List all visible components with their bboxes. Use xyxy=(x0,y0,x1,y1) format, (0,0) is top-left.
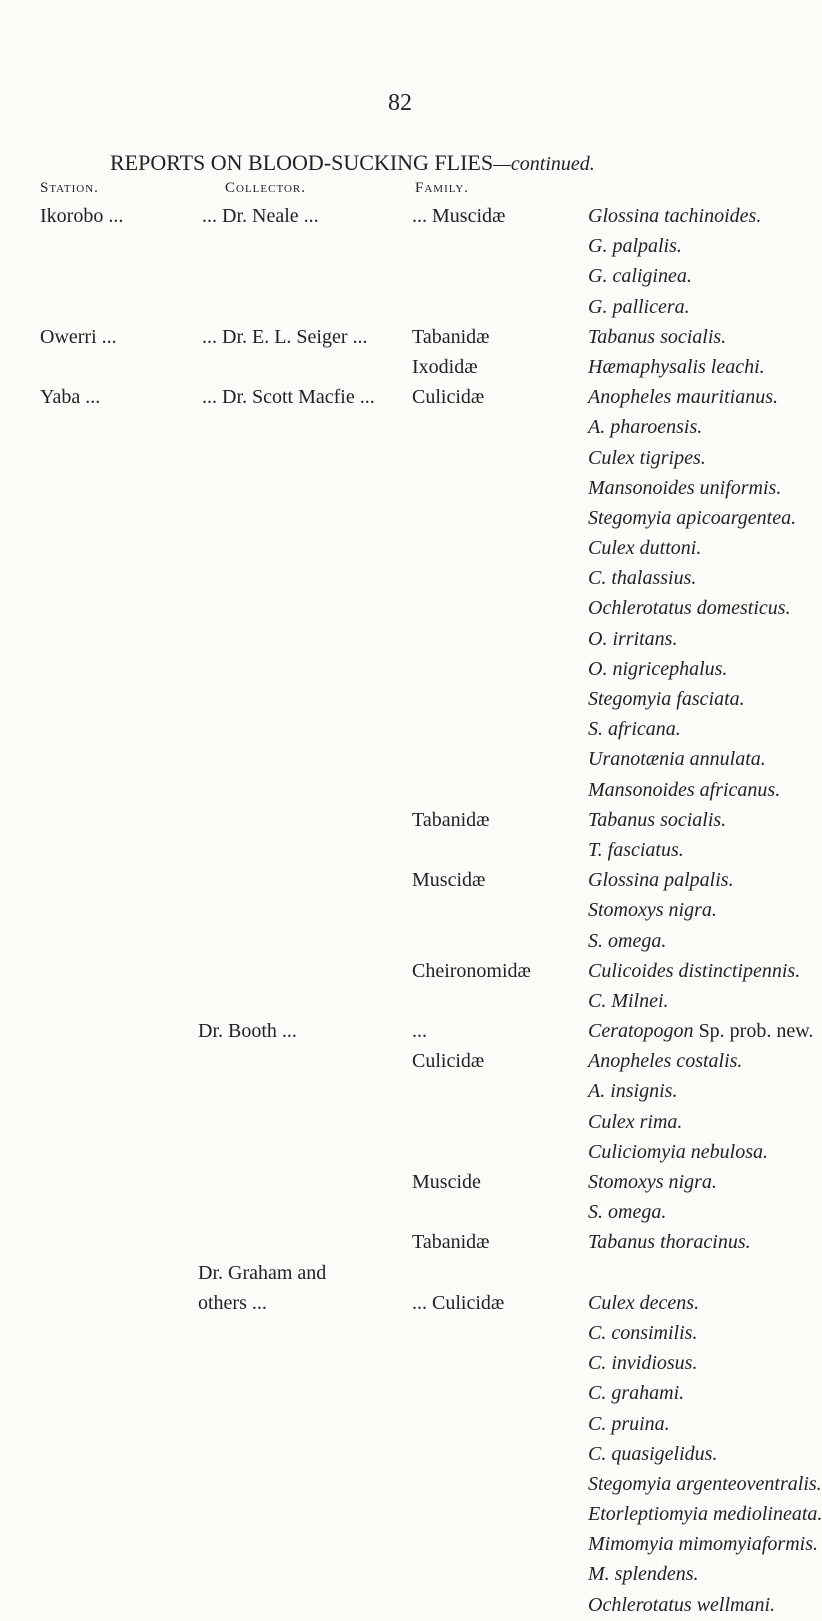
species-table xyxy=(0,202,822,1621)
species-name: Culex rima. xyxy=(588,1110,683,1133)
species-cell xyxy=(588,1413,670,1436)
family-cell: Cheironomidæ xyxy=(412,959,531,982)
family-cell: Muscidæ xyxy=(412,869,486,892)
species-name: Hæmaphysalis leachi. xyxy=(588,355,765,378)
species-cell xyxy=(588,688,745,711)
table-row xyxy=(0,353,800,383)
table-row xyxy=(0,1077,800,1107)
species-name: Glossina palpalis. xyxy=(588,869,734,892)
species-cell xyxy=(588,597,791,620)
species-cell xyxy=(588,235,682,258)
table-row xyxy=(0,685,800,715)
species-cell xyxy=(588,1171,717,1194)
species-name: C. thalassius. xyxy=(588,567,697,590)
station-cell: Owerri ... xyxy=(40,325,117,348)
species-name: O. nigricephalus. xyxy=(588,657,728,680)
table-row xyxy=(0,745,800,775)
species-cell xyxy=(588,779,780,802)
family-cell: Culicidæ xyxy=(412,1050,485,1073)
table-row xyxy=(0,896,800,926)
species-cell xyxy=(588,899,717,922)
species-cell xyxy=(588,416,702,439)
table-row xyxy=(0,1591,800,1621)
species-name: S. omega. xyxy=(588,1201,667,1224)
species-cell xyxy=(588,1111,682,1134)
table-row xyxy=(0,1198,800,1228)
species-cell xyxy=(588,839,684,862)
species-cell xyxy=(588,628,677,651)
table-row xyxy=(0,957,800,987)
species-name: Mansonoides africanus. xyxy=(588,778,781,801)
species-name: A. insignis. xyxy=(588,1080,678,1103)
table-row xyxy=(0,564,800,594)
species-name: Mimomyia mimomyiaformis. xyxy=(588,1533,818,1556)
species-name: Anopheles costalis. xyxy=(588,1050,743,1073)
species-cell xyxy=(588,1594,775,1617)
table-row xyxy=(0,836,800,866)
species-cell xyxy=(588,718,681,741)
species-cell xyxy=(588,296,690,319)
table-row xyxy=(0,1289,800,1319)
species-name: Etorleptiomyia mediolineata. xyxy=(588,1503,822,1526)
table-row xyxy=(0,1500,822,1530)
species-cell xyxy=(588,567,696,590)
species-name: S. omega. xyxy=(588,929,667,952)
table-row xyxy=(0,1530,818,1560)
species-name: Uranotænia annulata. xyxy=(588,748,766,771)
species-cell xyxy=(588,1382,684,1405)
table-row xyxy=(0,444,800,474)
page-title xyxy=(110,150,770,176)
table-row xyxy=(0,1560,800,1590)
species-cell xyxy=(588,930,666,953)
species-name: Ceratopogon xyxy=(588,1020,694,1043)
species-cell xyxy=(588,1352,697,1375)
species-cell xyxy=(588,1563,699,1586)
collector-cell: others ... xyxy=(198,1291,267,1314)
family-cell: ... xyxy=(412,1020,427,1043)
column-header-station: Station. xyxy=(40,180,99,196)
family-cell: Ixodidæ xyxy=(412,355,478,378)
species-cell xyxy=(588,1080,677,1103)
table-row xyxy=(0,293,800,323)
table-row xyxy=(0,474,800,504)
species-cell xyxy=(588,748,766,771)
column-header-family: Family. xyxy=(415,180,470,196)
table-row xyxy=(0,806,800,836)
species-name: Tabanus thoracinus. xyxy=(588,1231,751,1254)
table-row xyxy=(0,987,800,1017)
species-name: Stomoxys nigra. xyxy=(588,1171,717,1193)
table-row xyxy=(0,1047,800,1077)
table-row xyxy=(0,232,800,262)
species-name: G. pallicera. xyxy=(588,295,690,318)
species-name: Stegomyia apicoargentea. xyxy=(588,506,797,529)
table-row xyxy=(0,323,800,353)
species-cell xyxy=(588,1201,666,1224)
species-name: Culiciomyia nebulosa. xyxy=(588,1140,768,1163)
family-cell: Tabanidæ xyxy=(412,325,490,348)
species-name: M. splendens. xyxy=(588,1563,699,1586)
species-name: Culex tigripes. xyxy=(588,446,706,469)
species-cell xyxy=(588,326,726,349)
collector-cell: Dr. Graham and xyxy=(198,1261,327,1284)
species-cell xyxy=(588,1533,818,1556)
species-name: Culex duttoni. xyxy=(588,537,702,560)
species-name: S. africana. xyxy=(588,718,681,741)
table-row xyxy=(0,927,800,957)
family-cell: Culicidæ xyxy=(412,386,485,409)
species-cell xyxy=(588,658,727,681)
table-row xyxy=(0,534,800,564)
species-cell xyxy=(588,1050,742,1073)
table-row xyxy=(0,1440,800,1470)
species-name: Ochlerotatus domesticus. xyxy=(588,597,791,620)
species-name: Tabanus socialis. xyxy=(588,325,727,348)
species-cell xyxy=(588,356,765,379)
table-row xyxy=(0,1319,800,1349)
station-cell: Ikorobo ... xyxy=(40,205,124,227)
species-name: Stegomyia fasciata. xyxy=(588,688,745,710)
species-name: Ochlerotatus wellmani. xyxy=(588,1593,776,1616)
table-row xyxy=(0,504,800,534)
species-cell xyxy=(588,1020,813,1043)
species-name: Culex decens. xyxy=(588,1291,700,1314)
species-name: C. pruina. xyxy=(588,1412,670,1435)
species-cell xyxy=(588,809,726,832)
station-cell: Yaba ... xyxy=(40,386,101,409)
table-row xyxy=(0,1017,814,1047)
collector-cell: ... Dr. E. L. Seiger ... xyxy=(202,325,368,348)
table-row xyxy=(0,625,800,655)
species-name: Tabanus socialis. xyxy=(588,808,727,831)
table-row xyxy=(0,413,800,443)
family-cell: Tabanidæ xyxy=(412,1231,490,1254)
table-row xyxy=(0,594,800,624)
collector-cell: ... Dr. Neale ... xyxy=(202,205,319,227)
species-cell xyxy=(588,1443,717,1466)
species-name: Mansonoides uniformis. xyxy=(588,476,782,499)
species-cell xyxy=(588,869,734,892)
species-name: O. irritans. xyxy=(588,627,678,650)
species-cell xyxy=(588,1292,699,1315)
species-cell xyxy=(588,1141,768,1164)
species-name: C. Milnei. xyxy=(588,989,669,1012)
family-cell: ... Culicidæ xyxy=(412,1291,505,1314)
species-cell xyxy=(588,960,800,983)
species-name: C. consimilis. xyxy=(588,1321,698,1344)
table-row xyxy=(0,1228,800,1258)
table-row xyxy=(0,655,800,685)
species-name: A. pharoensis. xyxy=(588,416,703,439)
species-cell xyxy=(588,990,669,1013)
species-cell xyxy=(588,537,701,560)
title-suffix: —continued. xyxy=(493,153,595,175)
table-row xyxy=(0,1259,800,1289)
collector-cell: Dr. Booth ... xyxy=(198,1020,297,1043)
species-cell xyxy=(588,265,692,288)
species-name: C. grahami. xyxy=(588,1382,685,1405)
table-row xyxy=(0,866,800,896)
species-name: C. invidiosus. xyxy=(588,1352,698,1375)
species-name: Anopheles mauritianus. xyxy=(588,386,778,409)
species-cell xyxy=(588,205,761,228)
family-cell: Tabanidæ xyxy=(412,808,490,831)
species-cell xyxy=(588,507,796,530)
table-row xyxy=(0,715,800,745)
species-cell xyxy=(588,1231,751,1254)
species-name: G. palpalis. xyxy=(588,235,682,258)
family-cell: ... Muscidæ xyxy=(412,205,506,227)
table-row xyxy=(0,1379,800,1409)
page-number: 82 xyxy=(388,90,412,116)
species-name: Culicoides distinctipennis. xyxy=(588,959,801,982)
table-row xyxy=(0,1168,800,1198)
species-cell xyxy=(588,447,706,470)
title-text: REPORTS ON BLOOD-SUCKING FLIES xyxy=(110,150,494,175)
species-name: Stegomyia argenteoventralis. xyxy=(588,1472,822,1495)
collector-cell: ... Dr. Scott Macfie ... xyxy=(202,386,375,409)
table-row xyxy=(0,1349,800,1379)
table-row xyxy=(0,262,800,292)
species-note: Sp. prob. new. xyxy=(693,1020,814,1043)
species-cell xyxy=(588,1503,822,1526)
species-cell xyxy=(588,386,778,409)
family-cell: Muscide xyxy=(412,1171,481,1193)
species-name: T. fasciatus. xyxy=(588,838,684,861)
table-row xyxy=(0,202,800,232)
table-row xyxy=(0,1470,822,1500)
species-name: Stomoxys nigra. xyxy=(588,899,717,922)
species-cell xyxy=(588,477,781,500)
species-cell xyxy=(588,1473,822,1496)
column-header-collector: Collector. xyxy=(225,180,306,196)
species-name: Glossina tachinoides. xyxy=(588,205,762,227)
species-name: G. caliginea. xyxy=(588,265,692,288)
species-name: C. quasigelidus. xyxy=(588,1442,718,1465)
table-row xyxy=(0,1138,800,1168)
table-row xyxy=(0,383,800,413)
table-row xyxy=(0,1410,800,1440)
species-cell xyxy=(588,1322,697,1345)
table-row xyxy=(0,1108,800,1138)
table-row xyxy=(0,776,800,806)
